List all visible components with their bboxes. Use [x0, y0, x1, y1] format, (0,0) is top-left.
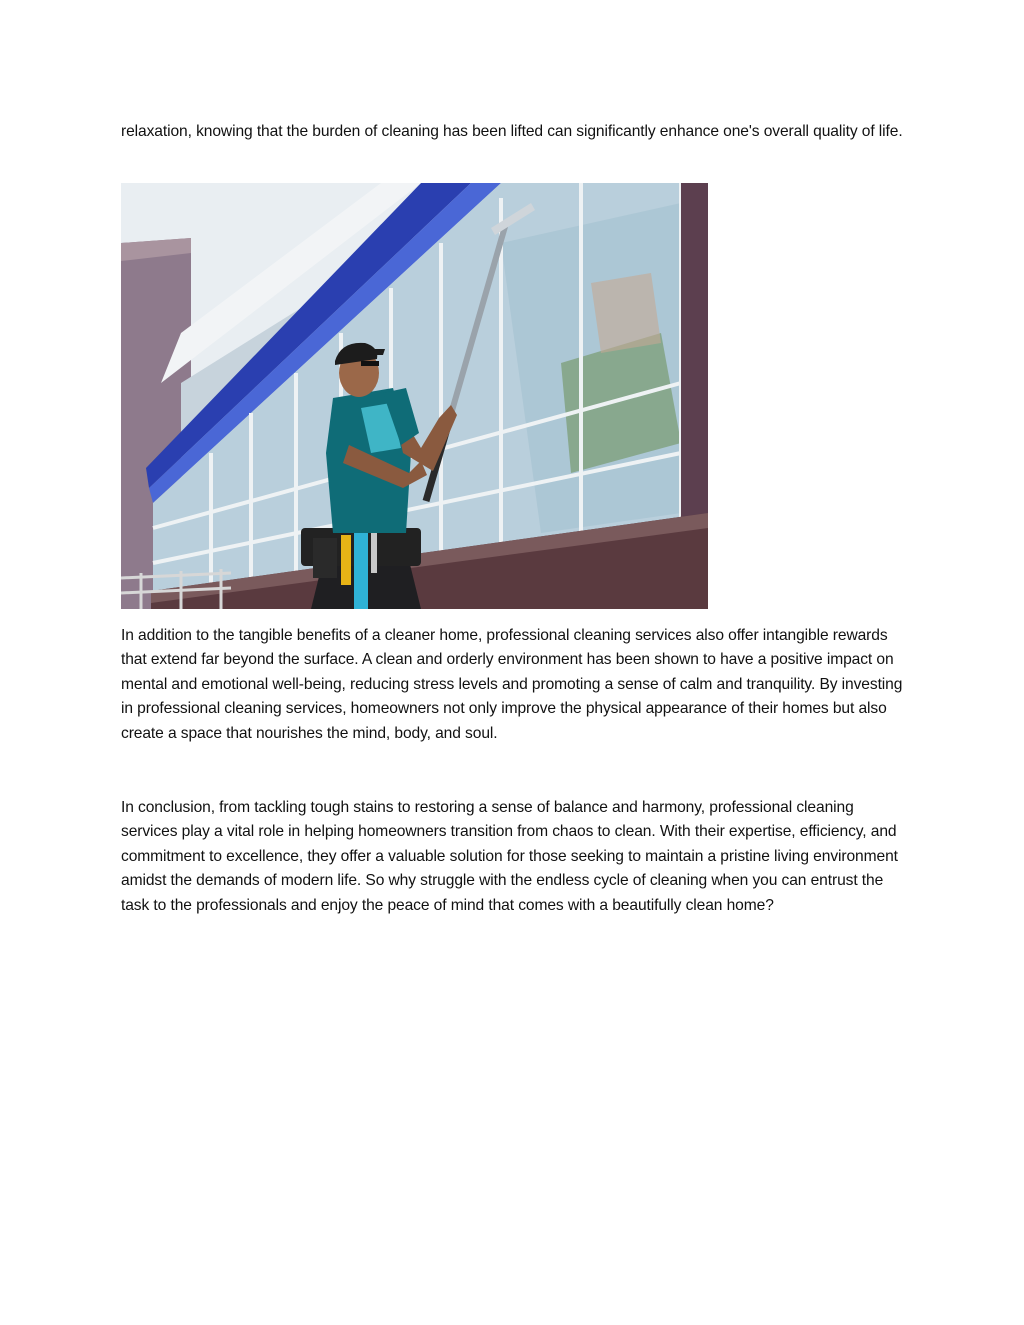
paragraph-intangible-benefits: In addition to the tangible benefits of a cleaner home, professional cleaning services also offer intangible rewards that extend far beyond the surface. A clean and orderly environment has been shown to have a positive impact on mental and emotional well-being, reducing stress levels and promoting a sense of calm and tranquility. By investing in professional cleaning services, homeowners not only improve the physical appearance of their homes but also create a space that nourishes the mind, body, and soul.	[121, 627, 903, 742]
paragraph-intro-continuation: relaxation, knowing that the burden of cleaning has been lifted can significantly enhance one's overall quality of life.	[121, 123, 903, 140]
paragraph-conclusion: In conclusion, from tackling tough stains to restoring a sense of balance and harmony, professional cleaning services play a vital role in helping homeowners transition from chaos to clean. With their expertise, efficiency, and commitment to excellence, they offer a valuable solution for those seeking to maintain a pristine living environment amidst the demands of modern life. So why struggle with the endless cycle of cleaning when you can entrust the task to the professionals and enjoy the peace of mind that comes with a beautifully clean home?	[121, 799, 898, 914]
window-cleaner-photo	[121, 183, 708, 609]
